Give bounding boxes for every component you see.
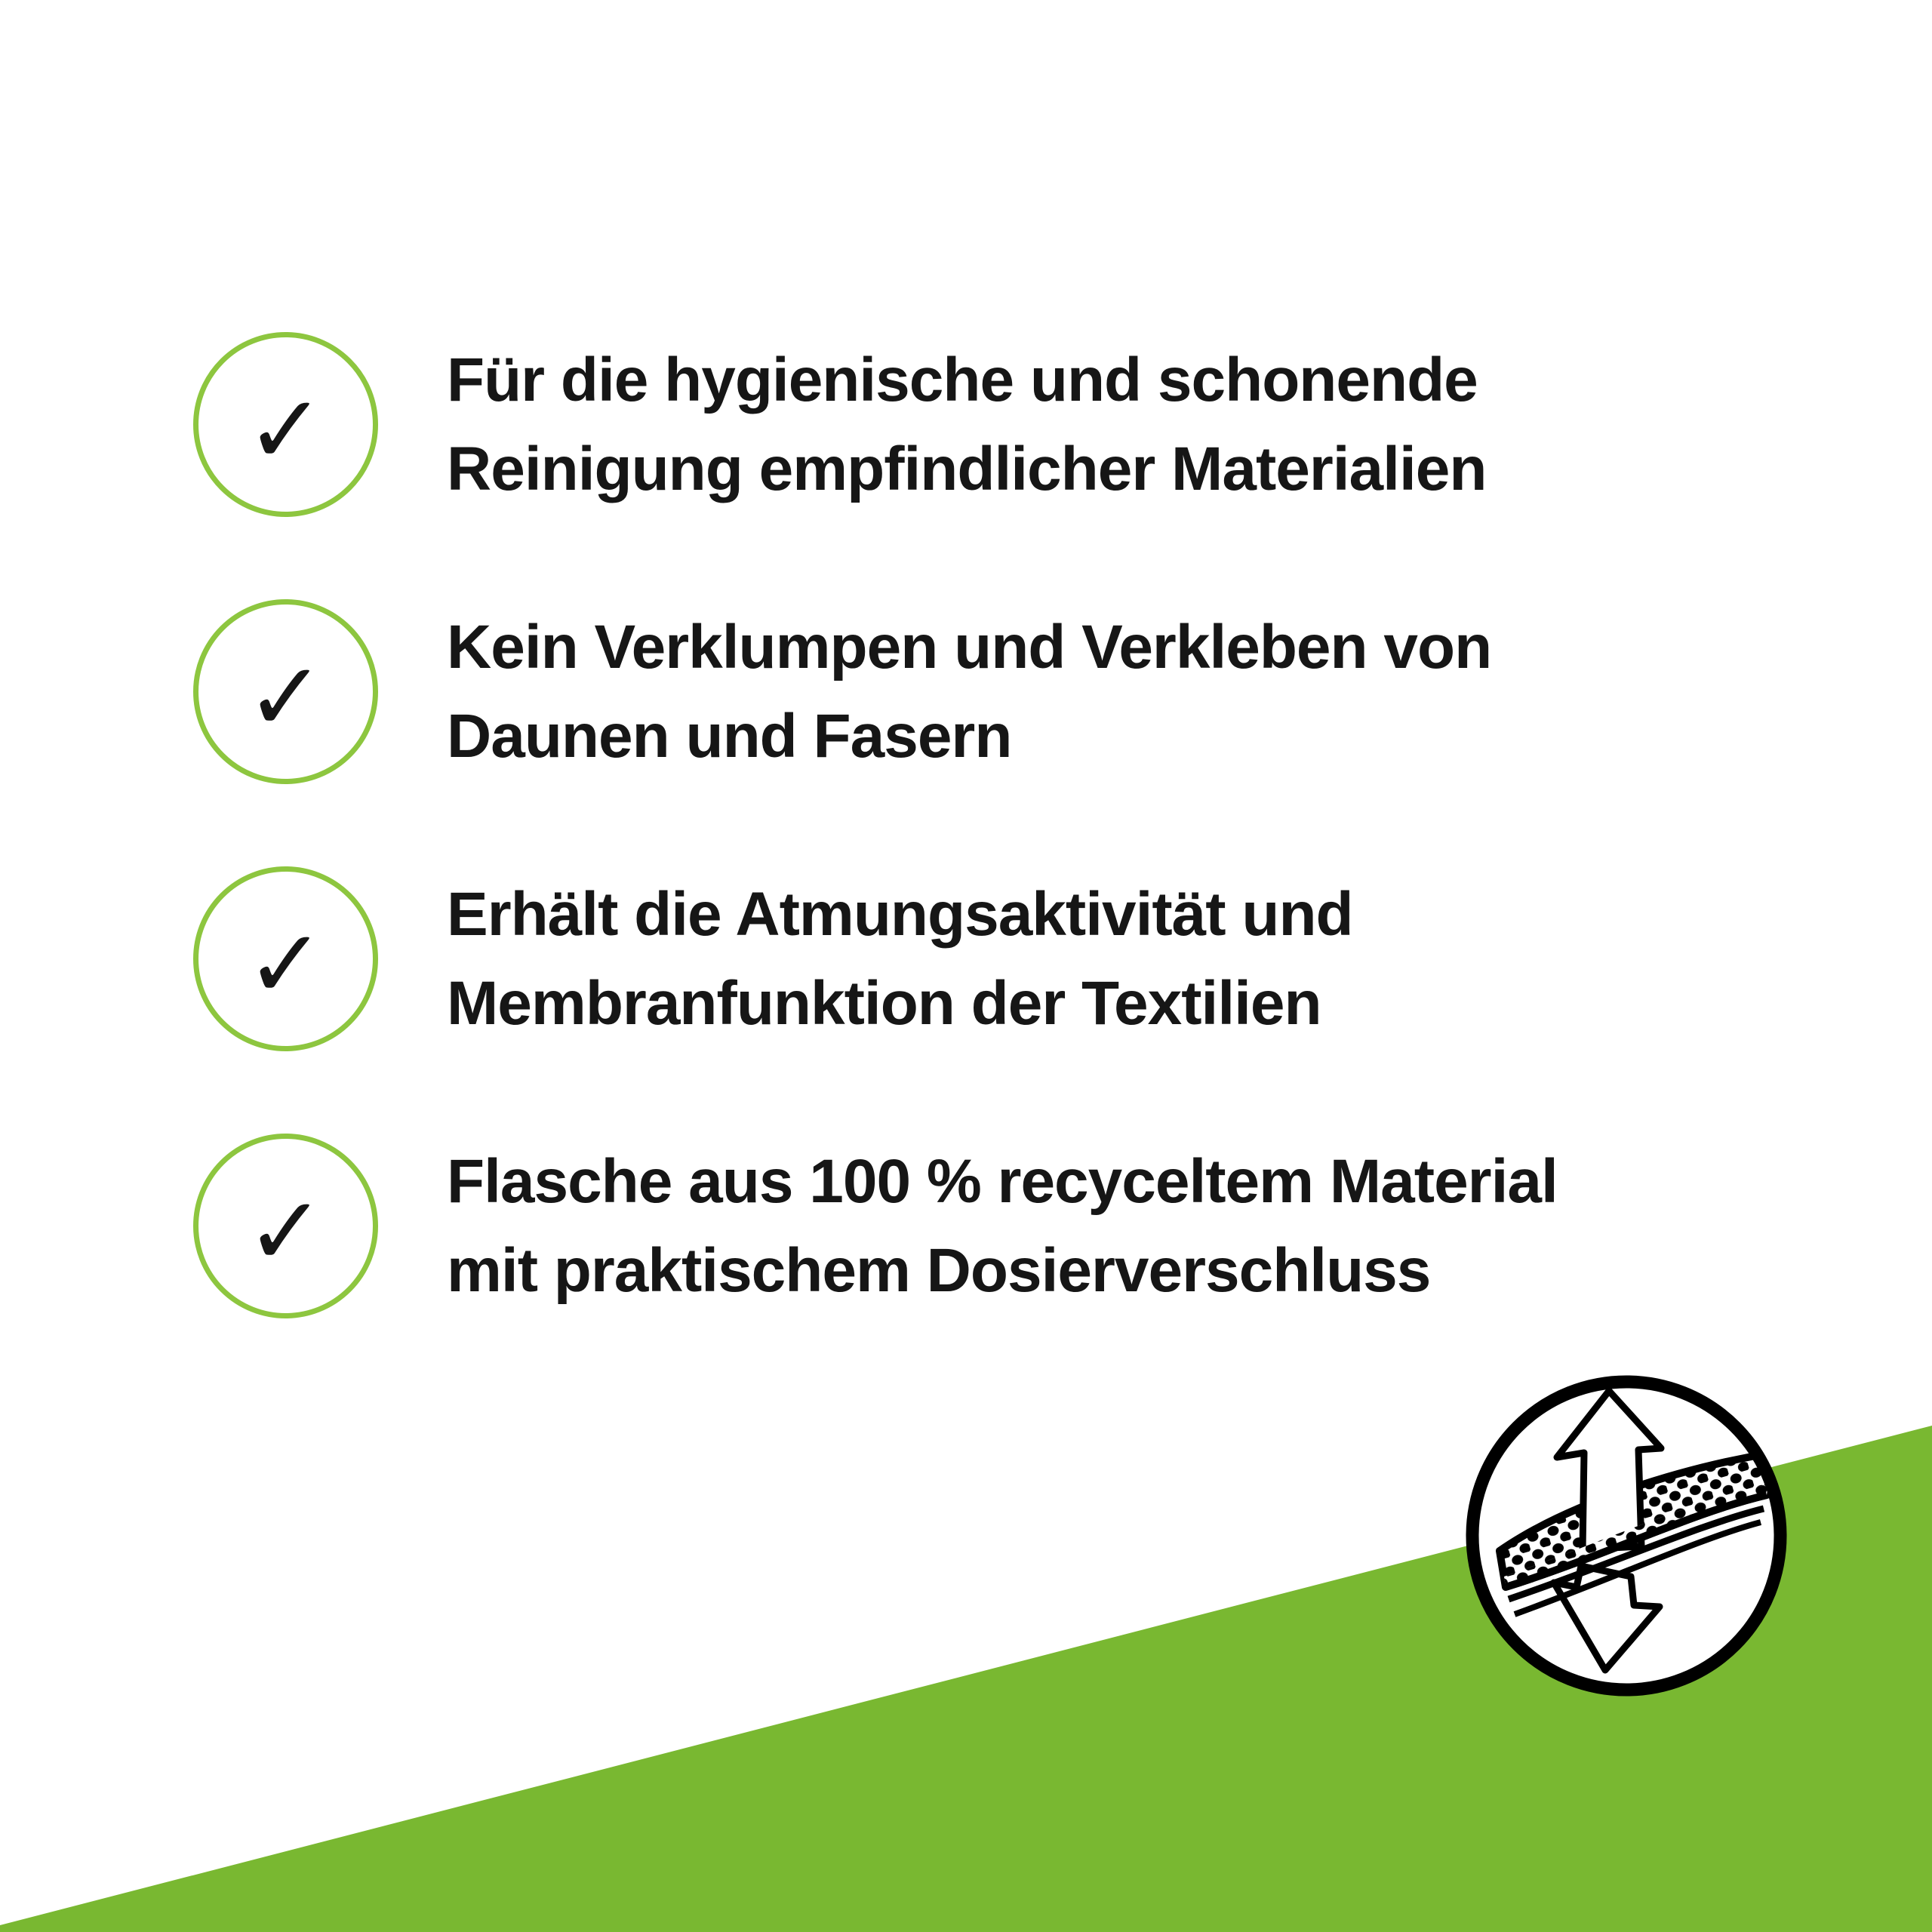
bullet-text: [447, 603, 1491, 781]
bullet-text: [447, 336, 1486, 514]
bullet-line: Kein Verklumpen und Verkleben von: [447, 612, 1492, 681]
checkmark-icon: ✓: [245, 641, 326, 752]
bullet-line: Für die hygienische und schonende: [447, 345, 1478, 414]
bullet-text: [447, 1137, 1558, 1315]
check-circle: [193, 866, 378, 1051]
check-circle: [193, 1134, 378, 1318]
bullet-line: mit praktischem Dosierverschluss: [447, 1235, 1431, 1305]
checkmark-icon: ✓: [245, 1175, 326, 1287]
bullet-line: Membranfunktion der Textilien: [447, 968, 1321, 1038]
bullet-row-2: [193, 599, 1491, 784]
checkmark-icon: ✓: [245, 908, 326, 1020]
bullet-line: Erhält die Atmungsaktivität und: [447, 879, 1353, 949]
check-circle: [193, 599, 378, 784]
bullet-line: Flasche aus 100 % recyceltem Material: [447, 1146, 1558, 1216]
bullet-row-3: [193, 866, 1353, 1051]
breathable-membrane-icon: [1456, 1365, 1797, 1706]
checkmark-icon: ✓: [245, 374, 326, 485]
bullet-line: Reinigung empfindlicher Materialien: [447, 434, 1487, 503]
bullet-line: Daunen und Fasern: [447, 701, 1012, 771]
bullet-row-1: [193, 332, 1486, 517]
bullet-row-4: [193, 1134, 1558, 1318]
bullet-text: [447, 870, 1353, 1048]
check-circle: [193, 332, 378, 517]
